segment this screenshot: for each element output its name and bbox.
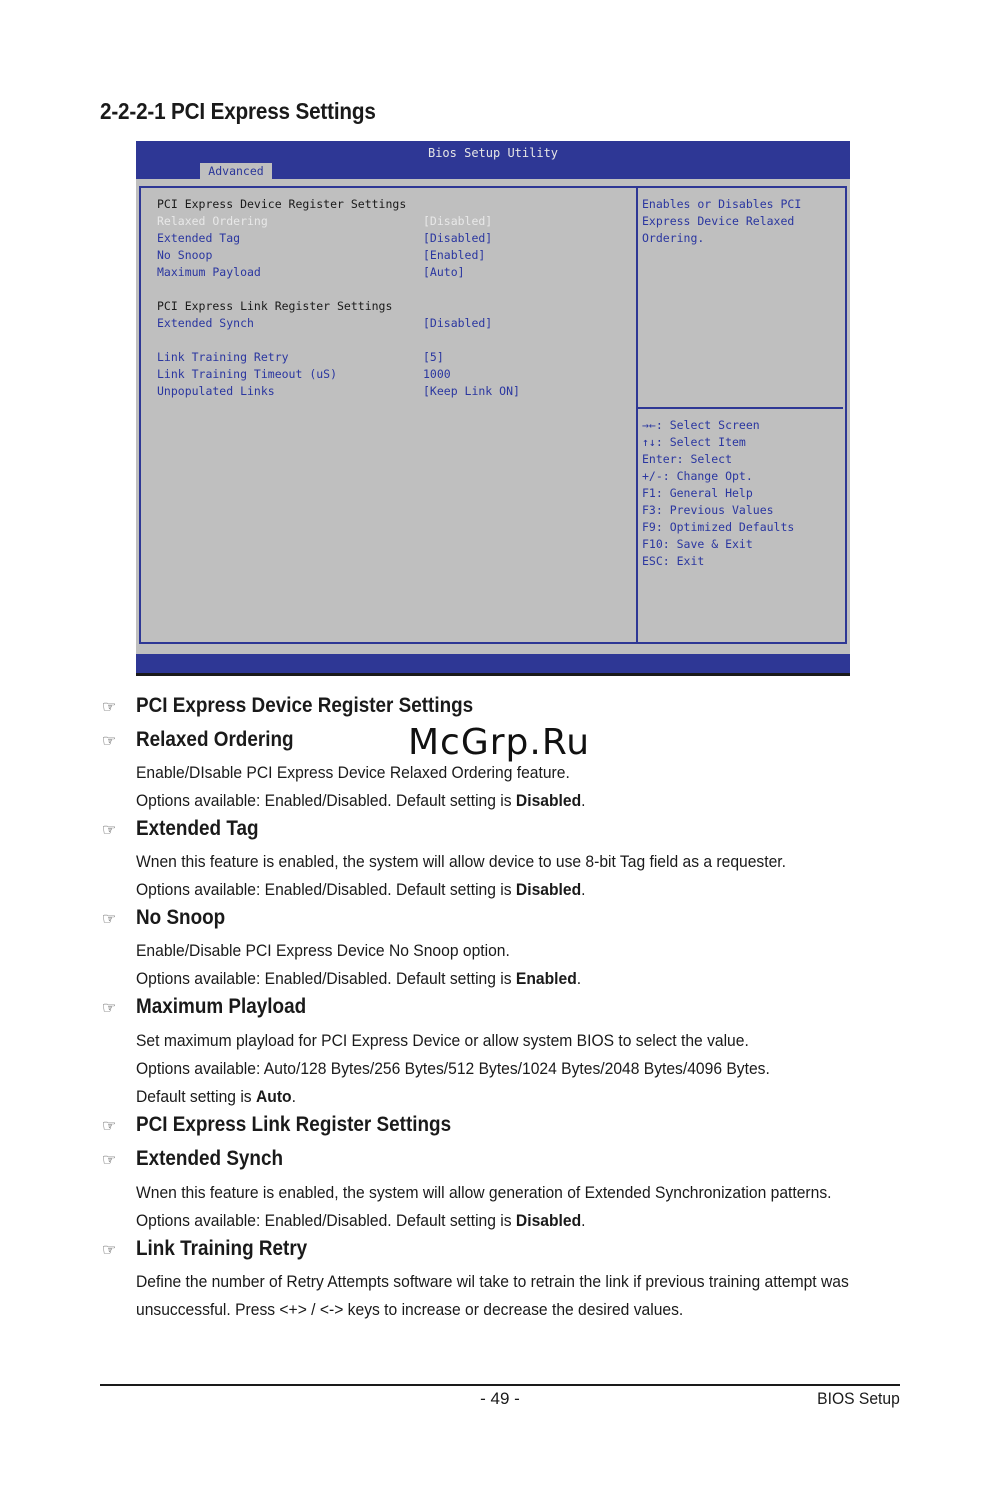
bios-value-link-training-timeout[interactable]: 1000	[423, 367, 451, 381]
desc-heading-extended-tag: Extended Tag	[136, 817, 259, 840]
key-hint: ↑↓: Select Item	[642, 435, 746, 449]
bios-utility-title: Bios Setup Utility	[427, 146, 559, 160]
desc-options: Options available: Enabled/Disabled. Default setting is Disabled.	[136, 791, 586, 810]
bios-item-relaxed-ordering[interactable]: Relaxed Ordering	[157, 214, 268, 228]
desc-text: unsuccessful. Press <+> / <-> keys to increase or decrease the desired values.	[136, 1300, 684, 1319]
bios-value-unpopulated-links[interactable]: [Keep Link ON]	[423, 384, 520, 398]
desc-text: Enable/DIsable PCI Express Device Relaxed Ordering feature.	[136, 763, 570, 782]
watermark: McGrp.Ru	[408, 722, 591, 763]
bios-help-panel	[638, 186, 847, 644]
pointing-hand-icon: ☞	[102, 733, 117, 750]
bios-item-unpopulated-links[interactable]: Unpopulated Links	[157, 384, 275, 398]
help-divider	[638, 407, 843, 409]
key-hint: →←: Select Screen	[642, 418, 760, 432]
footer-label: BIOS Setup	[817, 1389, 900, 1408]
desc-options: Options available: Enabled/Disabled. Default setting is Disabled.	[136, 1211, 586, 1230]
bios-value-link-training-retry[interactable]: [5]	[423, 350, 444, 364]
desc-text: Wnen this feature is enabled, the system will allow device to use 8-bit Tag field as a requester.	[136, 852, 786, 871]
bios-item-no-snoop[interactable]: No Snoop	[157, 248, 213, 262]
footer-rule	[100, 1384, 900, 1386]
pointing-hand-icon: ☞	[102, 1118, 117, 1135]
desc-heading-relaxed-ordering: Relaxed Ordering	[136, 728, 294, 751]
key-hint: F1: General Help	[642, 486, 753, 500]
key-hint: ESC: Exit	[642, 554, 705, 568]
desc-text: Enable/Disable PCI Express Device No Snoop option.	[136, 941, 510, 960]
bios-value-relaxed-ordering[interactable]: [Disabled]	[423, 214, 493, 228]
desc-heading-maximum-playload: Maximum Playload	[136, 995, 307, 1018]
page-number: - 49 -	[480, 1389, 520, 1408]
desc-heading-device: PCI Express Device Register Settings	[136, 694, 474, 717]
desc-heading-no-snoop: No Snoop	[136, 906, 226, 929]
bios-item-extended-synch[interactable]: Extended Synch	[157, 316, 254, 330]
bios-item-extended-tag[interactable]: Extended Tag	[157, 231, 241, 245]
desc-options: Options available: Enabled/Disabled. Default setting is Disabled.	[136, 880, 586, 899]
desc-heading-link-training-retry: Link Training Retry	[136, 1237, 308, 1260]
bios-item-maximum-payload[interactable]: Maximum Payload	[157, 265, 261, 279]
bios-bottom-bar	[136, 654, 850, 676]
key-hint: Enter: Select	[642, 452, 733, 466]
pointing-hand-icon: ☞	[102, 1000, 117, 1017]
pointing-hand-icon: ☞	[102, 1152, 117, 1169]
bios-item-link-training-timeout[interactable]: Link Training Timeout (uS)	[157, 367, 338, 381]
desc-text: Wnen this feature is enabled, the system will allow generation of Extended Synchronization patterns.	[136, 1183, 832, 1202]
pointing-hand-icon: ☞	[102, 911, 117, 928]
key-hint: F3: Previous Values	[642, 503, 774, 517]
help-line: Ordering.	[642, 231, 705, 245]
bios-value-extended-synch[interactable]: [Disabled]	[423, 316, 493, 330]
help-line: Enables or Disables PCI	[642, 197, 802, 211]
key-hint: +/-: Change Opt.	[642, 469, 753, 483]
desc-heading-extended-synch: Extended Synch	[136, 1147, 284, 1170]
bios-value-maximum-payload[interactable]: [Auto]	[423, 265, 465, 279]
bios-value-extended-tag[interactable]: [Disabled]	[423, 231, 493, 245]
desc-heading-link: PCI Express Link Register Settings	[136, 1113, 452, 1136]
help-line: Express Device Relaxed	[642, 214, 795, 228]
tab-advanced[interactable]: Advanced	[200, 163, 272, 179]
key-hint: F9: Optimized Defaults	[642, 520, 795, 534]
section-title: 2-2-2-1 PCI Express Settings	[100, 98, 376, 124]
desc-options: Options available: Auto/128 Bytes/256 Bytes/512 Bytes/1024 Bytes/2048 Bytes/4096 Bytes.	[136, 1059, 770, 1078]
device-register-heading: PCI Express Device Register Settings	[157, 197, 407, 211]
desc-text: Set maximum playload for PCI Express Device or allow system BIOS to select the value.	[136, 1031, 749, 1050]
bios-screenshot	[136, 141, 850, 676]
desc-options: Options available: Enabled/Disabled. Default setting is Enabled.	[136, 969, 582, 988]
pointing-hand-icon: ☞	[102, 1242, 117, 1259]
bios-settings-panel	[139, 186, 638, 644]
bios-item-link-training-retry[interactable]: Link Training Retry	[157, 350, 289, 364]
key-hint: F10: Save & Exit	[642, 537, 753, 551]
pointing-hand-icon: ☞	[102, 699, 117, 716]
desc-text: Define the number of Retry Attempts software wil take to retrain the link if previous training attempt was	[136, 1272, 849, 1291]
pointing-hand-icon: ☞	[102, 822, 117, 839]
bios-value-no-snoop[interactable]: [Enabled]	[423, 248, 486, 262]
bios-title-bar	[136, 141, 850, 179]
desc-default: Default setting is Auto.	[136, 1087, 296, 1106]
link-register-heading: PCI Express Link Register Settings	[157, 299, 393, 313]
